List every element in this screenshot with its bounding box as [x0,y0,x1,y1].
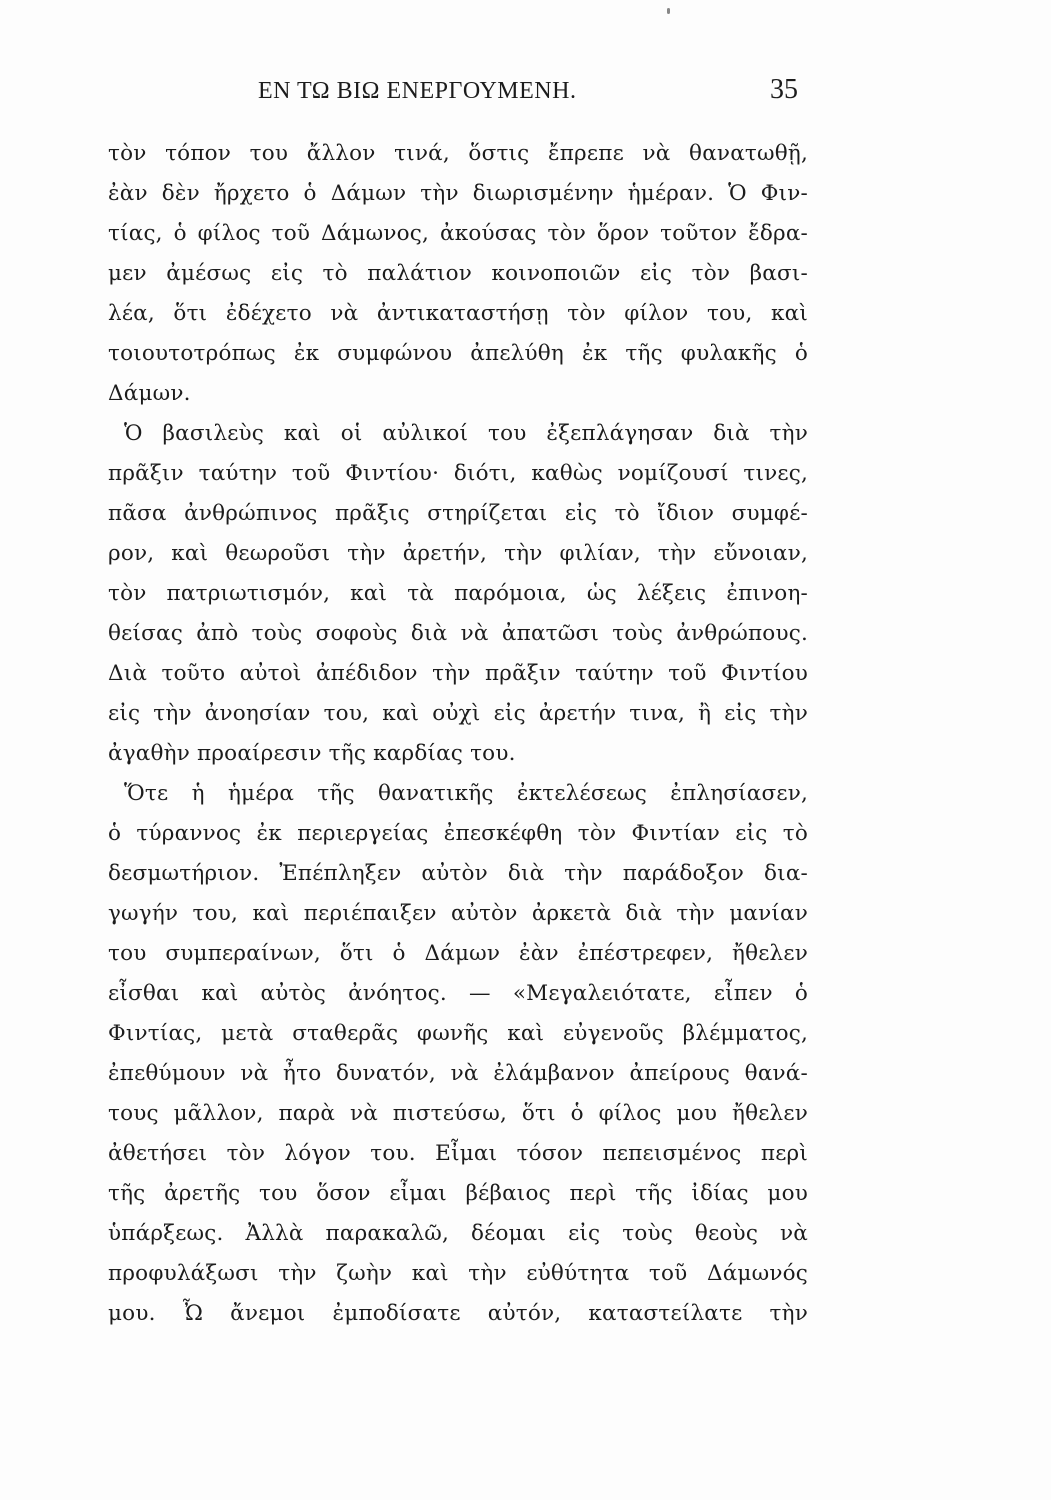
text-line: τίας, ὁ φίλος τοῦ Δάμωνος, ἀκούσας τὸν ὅρον τοῦτον ἔδρα- [108,221,808,246]
text-line: εἰς τὴν ἀνοησίαν του, καὶ οὐχὶ εἰς ἀρετήν τινα, ἢ εἰς τὴν [108,701,808,726]
text-line: ἐπεθύμουν νὰ ἦτο δυνατόν, νὰ ἐλάμβανον ἀπείρους θανά- [108,1061,808,1086]
text-line: τους μᾶλλον, παρὰ νὰ πιστεύσω, ὅτι ὁ φίλος μου ἤθελεν [108,1101,808,1126]
text-line: ρον, καὶ θεωροῦσι τὴν ἀρετήν, τὴν φιλίαν, τὴν εὔνοιαν, [108,541,808,566]
text-line: προφυλάξωσι τὴν ζωὴν καὶ τὴν εὐθύτητα τοῦ Δάμωνός [108,1261,808,1286]
text-line: πᾶσα ἀνθρώπινος πρᾶξις στηρίζεται εἰς τὸ ἴδιον συμφέ- [108,501,808,526]
text-line: ὁ τύραννος ἐκ περιεργείας ἐπεσκέφθη τὸν Φιντίαν εἰς τὸ [108,821,808,846]
print-mark [667,8,670,14]
text-line: ἀθετήσει τὸν λόγον του. Εἶμαι τόσον πεπεισμένος περὶ [108,1141,808,1166]
text-line: δεσμωτήριον. Ἐπέπληξεν αὐτὸν διὰ τὴν παράδοξον δια- [108,861,808,886]
text-line: ὑπάρξεως. Ἀλλὰ παρακαλῶ, δέομαι εἰς τοὺς θεοὺς νὰ [108,1221,808,1246]
page-header [108,70,798,110]
text-line: θείσας ἀπὸ τοὺς σοφοὺς διὰ νὰ ἀπατῶσι τοὺς ἀνθρώπους. [108,621,808,646]
text-line: Διὰ τοῦτο αὐτοὶ ἀπέδιδον τὴν πρᾶξιν ταύτην τοῦ Φιντίου [108,661,808,686]
page-number: 35 [770,74,798,105]
text-line: πρᾶξιν ταύτην τοῦ Φιντίου· διότι, καθὼς νομίζουσί τινες, [108,461,808,486]
text-line: Ὅτε ἡ ἡμέρα τῆς θανατικῆς ἐκτελέσεως ἐπλησίασεν, [124,781,808,806]
text-line: γωγήν του, καὶ περιέπαιξεν αὐτὸν ἀρκετὰ διὰ τὴν μανίαν [108,901,808,926]
text-line: Ὁ βασιλεὺς καὶ οἱ αὐλικοί του ἐξεπλάγησαν διὰ τὴν [124,421,808,446]
running-head: ΕΝ ΤΩ ΒΙΩ ΕΝΕΡΓΟΥΜΕΝΗ. [258,78,577,104]
text-line: τῆς ἀρετῆς του ὅσον εἶμαι βέβαιος περὶ τῆς ἰδίας μου [108,1181,808,1206]
text-line: τὸν πατριωτισμόν, καὶ τὰ παρόμοια, ὡς λέξεις ἐπινοη- [108,581,808,606]
text-line: τὸν τόπον του ἄλλον τινά, ὅστις ἔπρεπε νὰ θανατωθῇ, [108,141,808,166]
text-line: τοιουτοτρόπως ἐκ συμφώνου ἀπελύθη ἐκ τῆς φυλακῆς ὁ [108,341,808,366]
text-line: λέα, ὅτι ἐδέχετο νὰ ἀντικαταστήσῃ τὸν φίλον του, καὶ [108,301,808,326]
text-line: ἀγαθὴν προαίρεσιν τῆς καρδίας του. [108,741,516,766]
text-line: μεν ἀμέσως εἰς τὸ παλάτιον κοινοποιῶν εἰς τὸν βασι- [108,261,808,286]
page-body [108,134,808,1334]
text-line: Δάμων. [108,381,191,406]
text-line: μου. Ὦ ἄνεμοι ἐμποδίσατε αὐτόν, καταστείλατε τὴν [108,1301,808,1326]
text-line: εἶσθαι καὶ αὐτὸς ἀνόητος. — «Μεγαλειότατε, εἶπεν ὁ [108,981,808,1006]
text-line: του συμπεραίνων, ὅτι ὁ Δάμων ἐὰν ἐπέστρεφεν, ἤθελεν [108,941,808,966]
text-line: ἐὰν δὲν ἤρχετο ὁ Δάμων τὴν διωρισμένην ἡμέραν. Ὁ Φιν- [108,181,808,206]
text-line: Φιντίας, μετὰ σταθερᾶς φωνῆς καὶ εὐγενοῦς βλέμματος, [108,1021,808,1046]
